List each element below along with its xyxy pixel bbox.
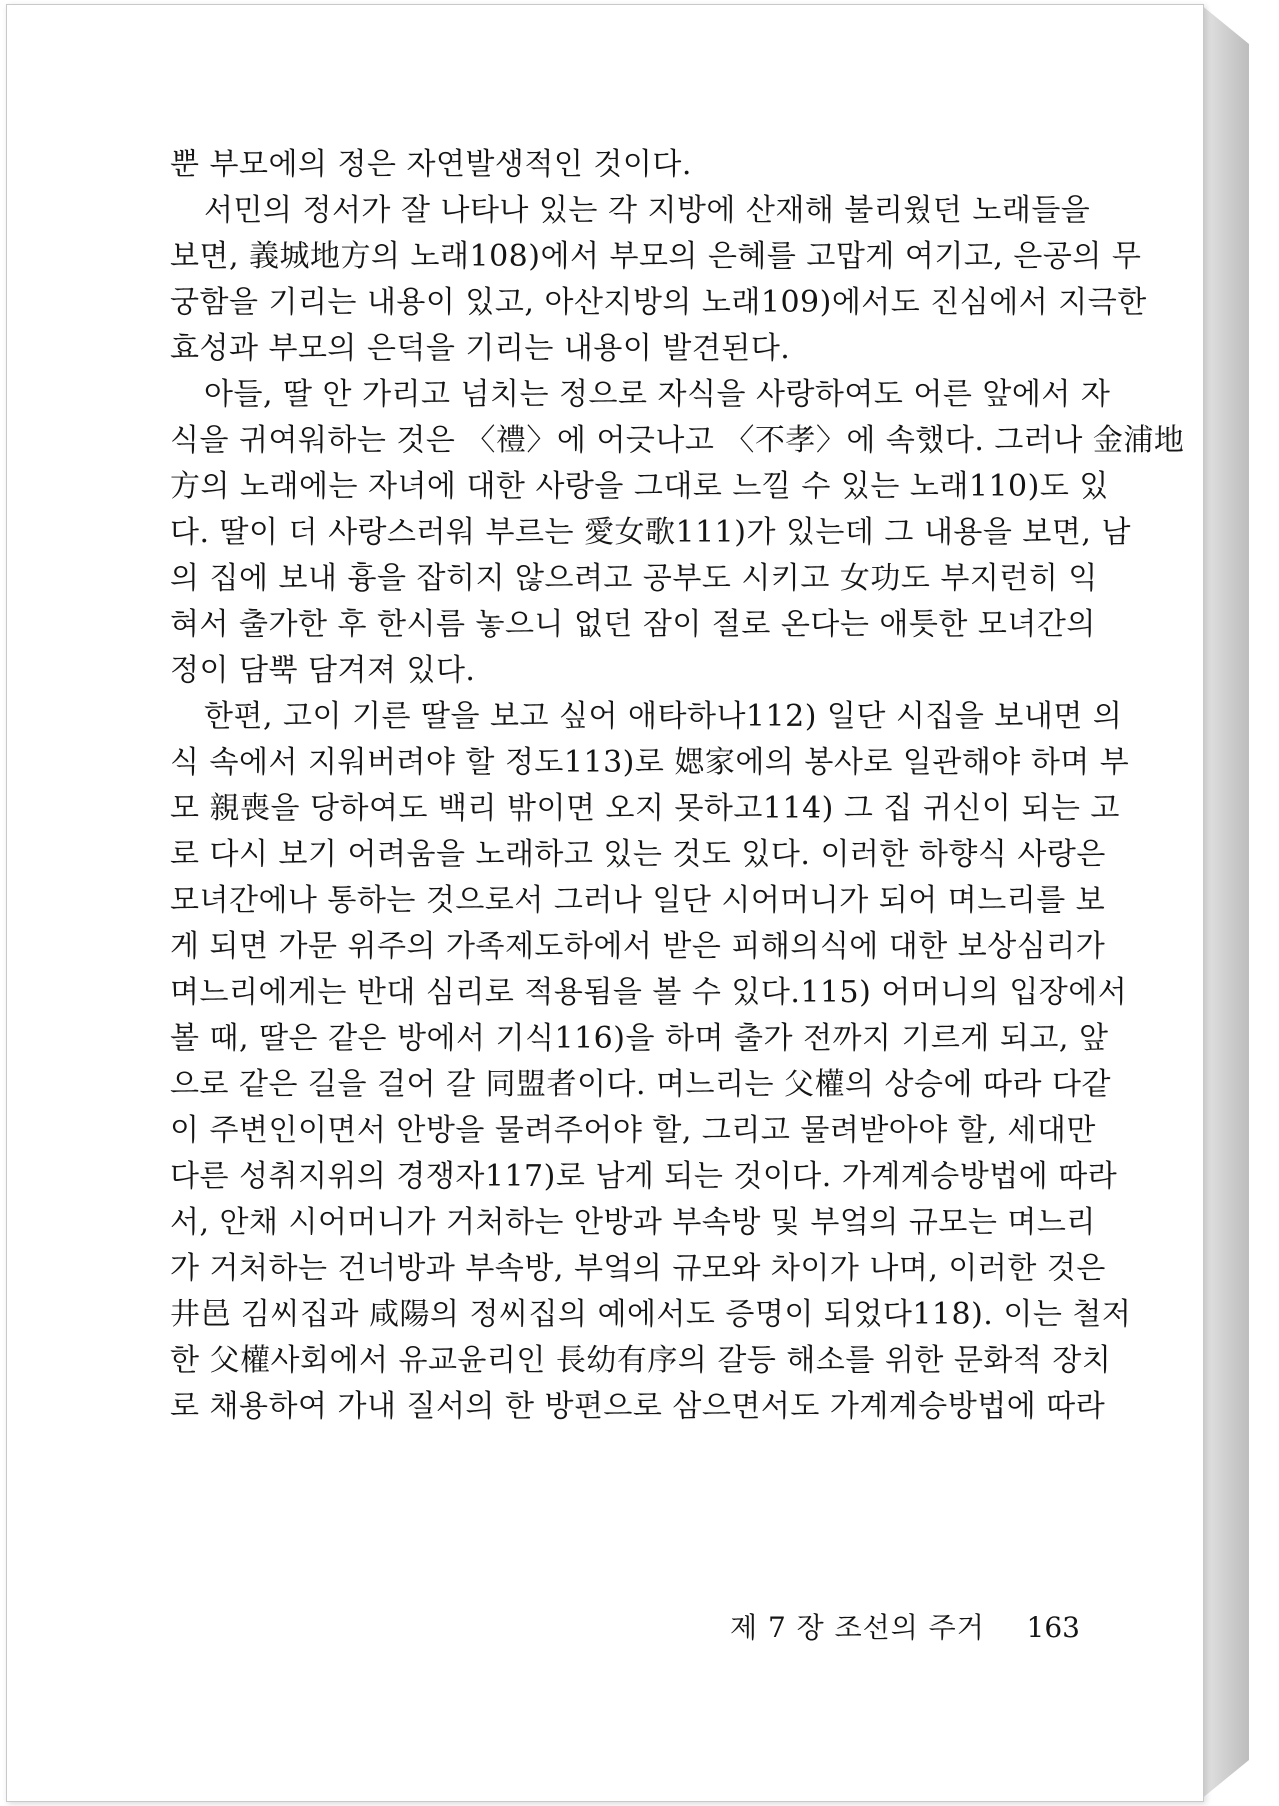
page-footer — [730, 1608, 1080, 1648]
text-line: 로 다시 보기 어려움을 노래하고 있는 것도 있다. 이러한 하향식 사랑은 — [170, 837, 1106, 872]
text-line: 식을 귀여워하는 것은 〈禮〉에 어긋나고 〈不孝〉에 속했다. 그러나 金浦地 — [170, 423, 1185, 458]
text-line: 井邑 김씨집과 咸陽의 정씨집의 예에서도 증명이 되었다118). 이는 철저 — [170, 1297, 1132, 1332]
text-line: 볼 때, 딸은 같은 방에서 기식116)을 하며 출가 전까지 기르게 되고, 앞 — [170, 1021, 1109, 1056]
book-spine-edge — [1200, 4, 1249, 1800]
text-line: 모녀간에나 통하는 것으로서 그러나 일단 시어머니가 되어 며느리를 보 — [170, 883, 1106, 918]
text-line: 게 되면 가문 위주의 가족제도하에서 받은 피해의식에 대한 보상심리가 — [170, 929, 1106, 964]
body-text — [170, 142, 1185, 1430]
text-line: 한편, 고이 기른 딸을 보고 싶어 애타하나112) 일단 시집을 보내면 의 — [204, 699, 1123, 734]
text-line: 식 속에서 지워버려야 할 정도113)로 媤家에의 봉사로 일관해야 하며 부 — [170, 745, 1130, 780]
text-line: 서, 안채 시어머니가 거처하는 안방과 부속방 및 부엌의 규모는 며느리 — [170, 1205, 1096, 1240]
text-line: 뿐 부모에의 정은 자연발생적인 것이다. — [170, 147, 692, 182]
text-line: 며느리에게는 반대 심리로 적용됨을 볼 수 있다.115) 어머니의 입장에서 — [170, 975, 1128, 1010]
text-line: 로 채용하여 가내 질서의 한 방편으로 삼으면서도 가계계승방법에 따라 — [170, 1389, 1106, 1424]
text-line: 혀서 출가한 후 한시름 놓으니 없던 잠이 절로 온다는 애틋한 모녀간의 — [170, 607, 1096, 642]
text-line: 方의 노래에는 자녀에 대한 사랑을 그대로 느낄 수 있는 노래110)도 있 — [170, 469, 1109, 504]
text-line: 이 주변인이면서 안방을 물려주어야 할, 그리고 물려받아야 할, 세대만 — [170, 1113, 1096, 1148]
text-line: 가 거처하는 건너방과 부속방, 부엌의 규모와 차이가 나며, 이러한 것은 — [170, 1251, 1106, 1286]
text-line: 서민의 정서가 잘 나타나 있는 각 지방에 산재해 불리웠던 노래들을 — [204, 193, 1091, 228]
page-number: 163 — [1026, 1611, 1080, 1644]
text-line: 한 父權사회에서 유교윤리인 長幼有序의 갈등 해소를 위한 문화적 장치 — [170, 1343, 1112, 1378]
text-line: 궁함을 기리는 내용이 있고, 아산지방의 노래109)에서도 진심에서 지극한 — [170, 285, 1147, 320]
chapter-title: 제 7 장 조선의 주거 — [730, 1611, 985, 1644]
text-line: 정이 담뿍 담겨져 있다. — [170, 653, 476, 688]
text-line: 모 親喪을 당하여도 백리 밖이면 오지 못하고114) 그 집 귀신이 되는 고 — [170, 791, 1120, 826]
text-line: 다른 성취지위의 경쟁자117)로 남게 되는 것이다. 가계계승방법에 따라 — [170, 1159, 1118, 1194]
text-line: 효성과 부모의 은덕을 기리는 내용이 발견된다. — [170, 331, 791, 366]
text-line: 아들, 딸 안 가리고 넘치는 정으로 자식을 사랑하여도 어른 앞에서 자 — [204, 377, 1111, 412]
text-line: 으로 같은 길을 걸어 갈 同盟者이다. 며느리는 父權의 상승에 따라 다같 — [170, 1067, 1111, 1102]
text-line: 의 집에 보내 흉을 잡히지 않으려고 공부도 시키고 女功도 부지런히 익 — [170, 561, 1098, 596]
text-line: 보면, 義城地方의 노래108)에서 부모의 은혜를 고맙게 여기고, 은공의 무 — [170, 239, 1142, 274]
text-line: 다. 딸이 더 사랑스러워 부르는 愛女歌111)가 있는데 그 내용을 보면, 남 — [170, 515, 1131, 550]
